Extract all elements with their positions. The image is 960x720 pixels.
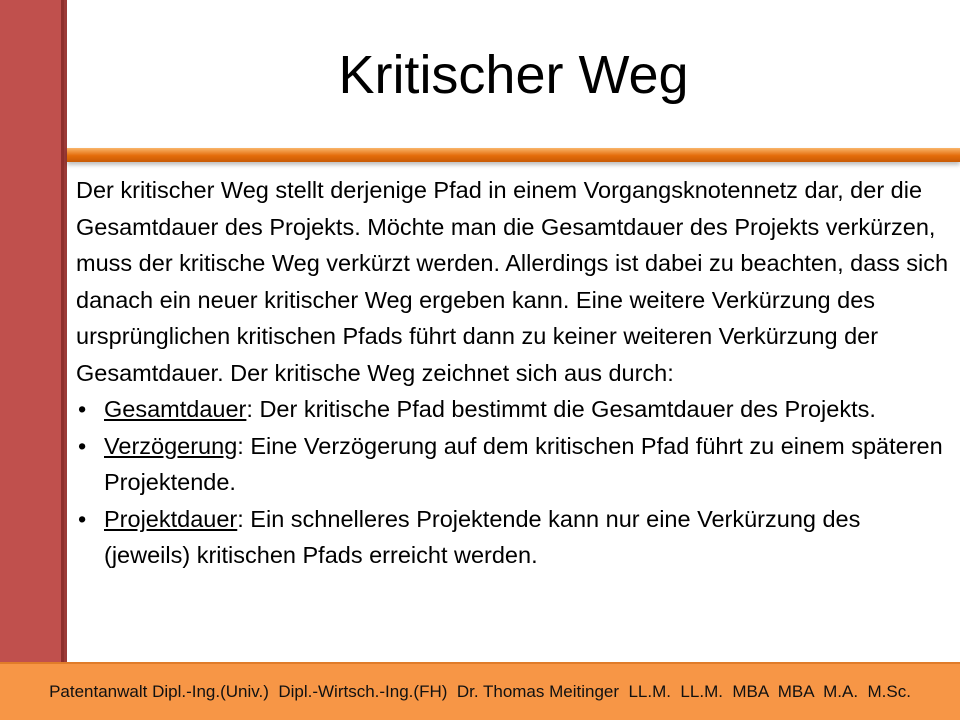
bullet-item	[76, 428, 952, 501]
title-divider	[67, 148, 960, 162]
slide-content	[76, 172, 952, 574]
footer-bar	[0, 662, 960, 720]
bullet-text: : Der kritische Pfad bestimmt die Gesamtdauer des Projekts.	[246, 396, 876, 422]
bullet-item	[76, 501, 952, 574]
left-accent-bar	[0, 0, 64, 662]
slide-title: Kritischer Weg	[338, 45, 689, 105]
bullet-term: Verzögerung	[104, 432, 238, 459]
bullet-term: Gesamtdauer	[104, 396, 247, 422]
bullet-icon: •	[78, 396, 87, 422]
bullet-text: : Ein schnelleres Projektende kann nur eine Verkürzung des (jeweils) kritischen Pfads erreicht werden.	[104, 505, 861, 568]
intro-paragraph: Der kritischer Weg stellt derjenige Pfad in einem Vorgangsknotennetz dar, der die Gesamtdauer des Projekts. Möchte man die Gesamtdauer des Projekts verkürzen, muss der kritische Weg verkürzt werden. Allerdings ist dabei zu beachten, dass sich danach ein neuer kritischer Weg ergeben kann. Eine weitere Verkürzung des ursprünglichen kritischen Pfads führt dann zu keiner weiteren Verkürzung der Gesamtdauer. Der kritische Weg zeichnet sich aus durch:	[76, 177, 949, 386]
footer-text: Patentanwalt Dipl.-Ing.(Univ.) Dipl.-Wirtsch.-Ing.(FH) Dr. Thomas Meitinger LL.M. LL.M. MBA MBA M.A. M.Sc.	[49, 682, 911, 701]
bullet-term: Projektdauer	[104, 505, 238, 532]
bullet-item	[76, 391, 952, 428]
bullet-icon: •	[78, 432, 87, 459]
bullet-icon: •	[78, 505, 87, 532]
bullet-text: : Eine Verzögerung auf dem kritischen Pfad führt zu einem späteren Projektende.	[104, 432, 943, 495]
bullet-list	[76, 391, 952, 574]
